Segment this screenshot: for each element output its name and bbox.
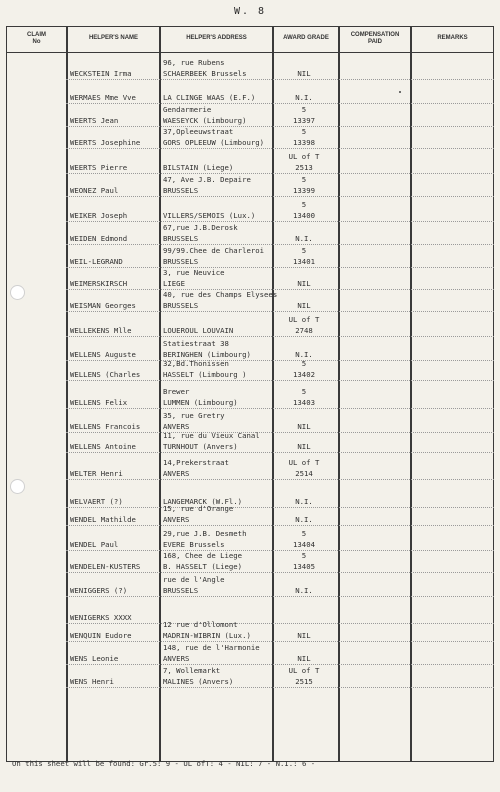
helper-name: WENS Leonie xyxy=(70,654,119,663)
address-city: LOUEROUL LOUVAIN xyxy=(163,326,234,335)
award-grade: 5 xyxy=(301,127,307,136)
address-line: 15, rue d'Orange xyxy=(163,504,234,513)
address-line: 99/99.Chee de Charleroi xyxy=(163,246,265,255)
address-line: 7, Wollemarkt xyxy=(163,666,221,675)
address-city: ANVERS xyxy=(163,654,190,663)
award-number: 13405 xyxy=(293,562,315,571)
row-divider xyxy=(66,148,494,149)
address-line: 32,Bd.Thonissen xyxy=(163,359,229,368)
helper-name: WENDEL Paul xyxy=(70,540,119,549)
punch-hole xyxy=(10,479,25,494)
address-line: 29,rue J.B. Desmeth xyxy=(163,529,247,538)
award-grade: 5 xyxy=(301,200,307,209)
header-remarks: REMARKS xyxy=(437,35,468,42)
address-city: SCHAERBEEK Brussels xyxy=(163,69,247,78)
address-line: Statiestraat 38 xyxy=(163,339,229,348)
row-divider xyxy=(66,336,494,337)
column-divider xyxy=(6,26,7,761)
row-divider xyxy=(66,196,494,197)
column-divider xyxy=(66,26,68,761)
row-divider xyxy=(66,525,494,526)
address-line: 168, Chee de Liege xyxy=(163,551,243,560)
helper-name: WENDELEN-KUSTERS xyxy=(70,562,141,571)
row-divider xyxy=(66,572,494,573)
row-divider xyxy=(66,432,494,433)
award-number: N.I. xyxy=(295,350,313,359)
helper-name: WENQUIN Eudore xyxy=(70,631,132,640)
award-number: NIL xyxy=(297,654,311,663)
helper-name: WERMAES Mme Vve xyxy=(70,93,136,102)
award-number: 2514 xyxy=(295,469,313,478)
award-number: NIL xyxy=(297,422,311,431)
address-line: Brewer xyxy=(163,387,190,396)
column-divider xyxy=(272,26,274,761)
row-divider xyxy=(66,380,494,381)
award-number: NIL xyxy=(297,631,311,640)
header-helper-name: HELPER'S NAME xyxy=(88,35,139,42)
row-divider xyxy=(66,596,494,597)
table-top-border xyxy=(6,26,494,27)
award-grade: UL of T xyxy=(288,152,320,161)
header-helper-address: HELPER'S ADDRESS xyxy=(186,35,247,42)
address-city: LANGEMARCK (W.Fl.) xyxy=(163,497,243,506)
address-city: LUMMEN (Limbourg) xyxy=(163,398,238,407)
award-grade: 5 xyxy=(301,175,307,184)
address-city: VILLERS/SEMOIS (Lux.) xyxy=(163,211,256,220)
header-claim: CLAIM No xyxy=(27,31,46,45)
helper-name: WELLENS Antoine xyxy=(70,442,136,451)
row-divider xyxy=(66,641,494,642)
header-compensation-paid: COMPENSATION PAID xyxy=(350,31,400,45)
row-divider xyxy=(66,623,494,624)
helper-name: WEIMERSKIRSCH xyxy=(70,279,128,288)
award-number: 13402 xyxy=(293,370,315,379)
row-divider xyxy=(66,452,494,453)
address-city: BRUSSELS xyxy=(163,186,199,195)
helper-name: WENS Henri xyxy=(70,677,114,686)
address-line: 35, rue Gretry xyxy=(163,411,225,420)
row-divider xyxy=(66,221,494,222)
column-divider xyxy=(493,26,494,761)
helper-name: WEIKER Joseph xyxy=(70,211,128,220)
row-divider xyxy=(66,289,494,290)
address-city: LA CLINGE WAAS (E.F.) xyxy=(163,93,256,102)
address-city: ANVERS xyxy=(163,515,190,524)
award-number: 13398 xyxy=(293,138,315,147)
award-number: N.I. xyxy=(295,234,313,243)
address-city: MADRIN-WIBRIN (Lux.) xyxy=(163,631,251,640)
row-divider xyxy=(66,507,494,508)
award-number: N.I. xyxy=(295,586,313,595)
award-number: 13403 xyxy=(293,398,315,407)
sheet-summary-footer: On this sheet will be found: Gr.5: 9 - UL ofT: 4 - NIL: 7 - N.I.: 6 - xyxy=(12,759,316,768)
ink-mark xyxy=(399,91,401,93)
helper-name: WECKSTEIN Irma xyxy=(70,69,132,78)
address-city: BRUSSELS xyxy=(163,586,199,595)
address-line: 47, Ave J.B. Depaire xyxy=(163,175,251,184)
sheet-code: W. 8 xyxy=(233,6,267,17)
award-number: NIL xyxy=(297,301,311,310)
address-city: B. HASSELT (Liege) xyxy=(163,562,243,571)
address-line: 3, rue Neuvice xyxy=(163,268,225,277)
helper-name: WELLENS Francois xyxy=(70,422,141,431)
address-city: MALINES (Anvers) xyxy=(163,677,234,686)
helper-name: WEISMAN Georges xyxy=(70,301,136,310)
helper-name: WEERTS Jean xyxy=(70,116,119,125)
address-line: 14,Prekerstraat xyxy=(163,458,229,467)
award-grade: 5 xyxy=(301,529,307,538)
award-number: 13397 xyxy=(293,116,315,125)
address-city: BILSTAIN (Liege) xyxy=(163,163,234,172)
award-number: 2748 xyxy=(295,326,313,335)
helper-name: WEERTS Pierre xyxy=(70,163,128,172)
address-line: 11, rue du Vieux Canal xyxy=(163,431,260,440)
helper-name: WENIGERKS XXXX xyxy=(70,613,132,622)
helper-name: WEERTS Josephine xyxy=(70,138,141,147)
award-grade: 5 xyxy=(301,551,307,560)
column-divider xyxy=(410,26,412,761)
address-line: 96, rue Rubens xyxy=(163,58,225,67)
address-city: LIEGE xyxy=(163,279,185,288)
row-divider xyxy=(66,311,494,312)
award-number: 2515 xyxy=(295,677,313,686)
helper-name: WEIDEN Edmond xyxy=(70,234,128,243)
address-city: WAESEYCK (Limbourg) xyxy=(163,116,247,125)
address-city: ANVERS xyxy=(163,469,190,478)
address-city: EVERE Brussels xyxy=(163,540,225,549)
helper-name: WELVAERT (?) xyxy=(70,497,123,506)
address-city: ANVERS xyxy=(163,422,190,431)
award-number: N.I. xyxy=(295,93,313,102)
award-number: 13400 xyxy=(293,211,315,220)
award-number: NIL xyxy=(297,69,311,78)
header-award-grade: AWARD GRADE xyxy=(283,35,329,42)
helper-name: WELLENS (Charles xyxy=(70,370,141,379)
helper-name: WENDEL Mathilde xyxy=(70,515,136,524)
helper-name: WENIGGERS (?) xyxy=(70,586,128,595)
row-divider xyxy=(66,408,494,409)
award-grade: UL of T xyxy=(288,315,320,324)
punch-hole xyxy=(10,285,25,300)
award-number: 13399 xyxy=(293,186,315,195)
address-city: BERINGHEN (Limbourg) xyxy=(163,350,251,359)
helper-name: WELLENS Auguste xyxy=(70,350,136,359)
address-line: 148, rue de l'Harmonie xyxy=(163,643,260,652)
column-divider xyxy=(338,26,340,761)
address-city: GORS OPLEEUW (Limbourg) xyxy=(163,138,265,147)
address-city: TURNHOUT (Anvers) xyxy=(163,442,238,451)
award-grade: 5 xyxy=(301,105,307,114)
address-city: BRUSSELS xyxy=(163,301,199,310)
helper-name: WELLEKENS Mlle xyxy=(70,326,132,335)
award-grade: 5 xyxy=(301,359,307,368)
award-number: 2513 xyxy=(295,163,313,172)
address-line: 37,Opleeuwstraat xyxy=(163,127,234,136)
address-line: Gendarmerie xyxy=(163,105,212,114)
award-number: N.I. xyxy=(295,497,313,506)
award-number: N.I. xyxy=(295,515,313,524)
award-grade: UL of T xyxy=(288,666,320,675)
header-bottom-border xyxy=(6,52,494,53)
helper-name: WELLENS Felix xyxy=(70,398,128,407)
award-number: 13404 xyxy=(293,540,315,549)
address-city: BRUSSELS xyxy=(163,257,199,266)
address-line: 67,rue J.B.Derosk xyxy=(163,223,238,232)
address-line: 12 rue d'Ollomont xyxy=(163,620,238,629)
award-grade: 5 xyxy=(301,246,307,255)
helper-name: WEIL-LEGRAND xyxy=(70,257,123,266)
column-divider xyxy=(159,26,161,761)
row-divider xyxy=(66,267,494,268)
row-divider xyxy=(66,479,494,480)
helper-name: WEONEZ Paul xyxy=(70,186,119,195)
address-city: BRUSSELS xyxy=(163,234,199,243)
award-grade: UL of T xyxy=(288,458,320,467)
address-city: HASSELT (Limbourg ) xyxy=(163,370,247,379)
award-grade: 5 xyxy=(301,387,307,396)
row-divider xyxy=(66,687,494,688)
award-number: NIL xyxy=(297,279,311,288)
helper-name: WELTER Henri xyxy=(70,469,123,478)
address-line: rue de l'Angle xyxy=(163,575,225,584)
row-divider xyxy=(66,79,494,80)
award-number: NIL xyxy=(297,442,311,451)
address-line: 40, rue des Champs Elysees xyxy=(163,290,278,299)
award-number: 13401 xyxy=(293,257,315,266)
